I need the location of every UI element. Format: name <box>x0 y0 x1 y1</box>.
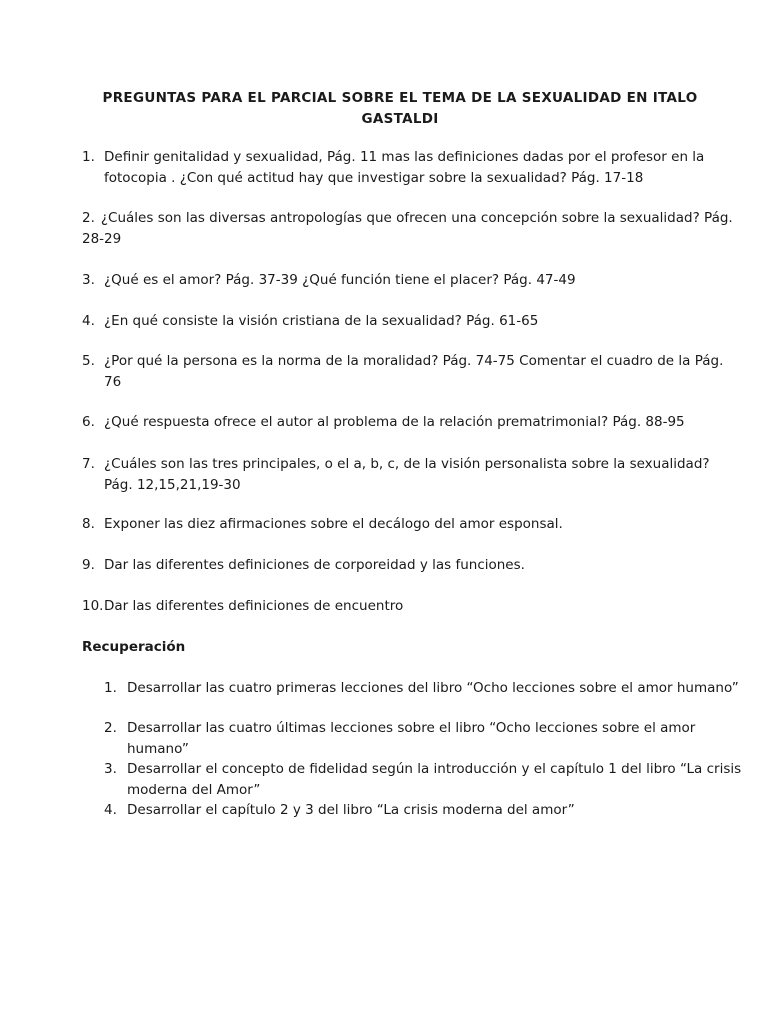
question-number: 9. <box>82 557 95 573</box>
recovery-item-1 <box>104 678 744 699</box>
recovery-text: Desarrollar las cuatro primeras lecciones del libro “Ocho lecciones sobre el amor humano” <box>127 680 739 696</box>
question-number: 10. <box>82 598 104 614</box>
question-item-1 <box>82 147 742 189</box>
question-text: ¿Qué es el amor? Pág. 37-39 ¿Qué función tiene el placer? Pág. 47-49 <box>104 272 576 288</box>
question-text: Dar las diferentes definiciones de corporeidad y las funciones. <box>104 557 525 573</box>
question-number: 5. <box>82 353 95 369</box>
question-item-9 <box>82 555 742 576</box>
question-text: Exponer las diez afirmaciones sobre el decálogo del amor esponsal. <box>104 516 563 532</box>
question-item-8 <box>82 514 742 535</box>
question-item-6 <box>82 412 742 433</box>
recovery-item-3 <box>104 759 744 801</box>
question-text: ¿Por qué la persona es la norma de la moralidad? Pág. 74-75 Comentar el cuadro de la Pág. 76 <box>104 353 724 390</box>
question-text: ¿En qué consiste la visión cristiana de la sexualidad? Pág. 61-65 <box>104 313 539 329</box>
recovery-heading: Recuperación <box>82 639 186 655</box>
recovery-number: 2. <box>104 720 117 736</box>
question-item-3 <box>82 270 742 291</box>
question-text: Definir genitalidad y sexualidad, Pág. 11 mas las definiciones dadas por el profesor en la fotocopia . ¿Con qué actitud hay que investigar sobre la sexualidad? Pág. 17-18 <box>104 149 705 186</box>
recovery-item-2 <box>104 718 744 760</box>
recovery-item-4 <box>104 800 744 821</box>
question-item-7 <box>82 454 742 496</box>
question-number: 1. <box>82 149 95 165</box>
question-number: 8. <box>82 516 95 532</box>
question-number: 6. <box>82 414 95 430</box>
document-title: PREGUNTAS PARA EL PARCIAL SOBRE EL TEMA DE LA SEXUALIDAD EN ITALO GASTALDI <box>102 90 698 127</box>
question-item-10 <box>82 596 742 617</box>
question-text: Dar las diferentes definiciones de encuentro <box>104 598 404 614</box>
question-text: ¿Cuáles son las diversas antropologías que ofrecen una concepción sobre la sexualidad? Pág. 28-29 <box>82 210 733 247</box>
recovery-number: 4. <box>104 802 117 818</box>
recovery-text: Desarrollar el concepto de fidelidad según la introducción y el capítulo 1 del libro “La crisis moderna del Amor” <box>127 761 742 798</box>
question-item-5 <box>82 351 742 393</box>
question-number: 3. <box>82 272 95 288</box>
question-number: 4. <box>82 313 95 329</box>
question-item-4 <box>82 311 742 332</box>
question-text: ¿Qué respuesta ofrece el autor al problema de la relación prematrimonial? Pág. 88-95 <box>104 414 685 430</box>
recovery-text: Desarrollar el capítulo 2 y 3 del libro “La crisis moderna del amor” <box>127 802 575 818</box>
question-number: 7. <box>82 456 95 472</box>
question-item-2 <box>82 208 742 250</box>
recovery-number: 3. <box>104 761 117 777</box>
recovery-text: Desarrollar las cuatro últimas lecciones sobre el libro “Ocho lecciones sobre el amor humano” <box>127 720 696 757</box>
question-number: 2. <box>82 210 95 226</box>
question-text: ¿Cuáles son las tres principales, o el a, b, c, de la visión personalista sobre la sexualidad? Pág. 12,15,21,19-30 <box>104 456 710 493</box>
recovery-number: 1. <box>104 680 117 696</box>
